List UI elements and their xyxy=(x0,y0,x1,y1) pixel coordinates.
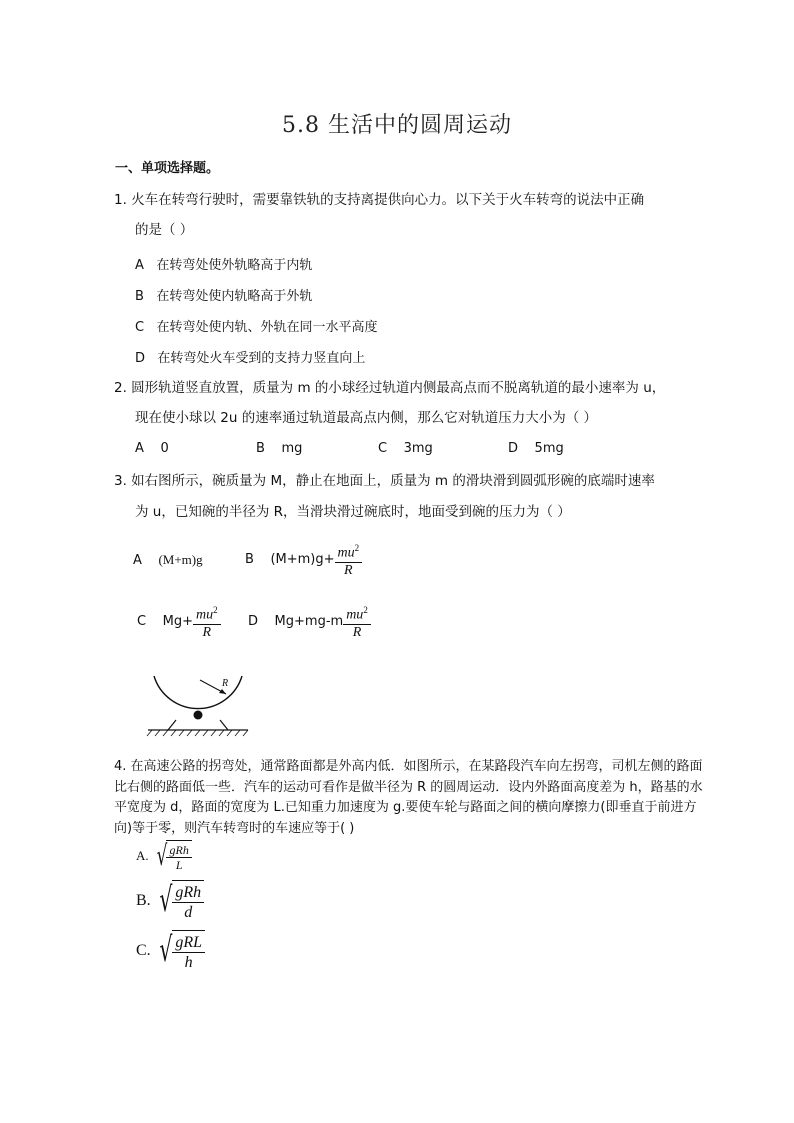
question-4-option-b xyxy=(136,880,204,922)
option-text: mg xyxy=(281,441,303,456)
question-3-option-d xyxy=(248,602,371,641)
bowl-diagram xyxy=(140,672,255,740)
option-letter: B xyxy=(245,551,254,567)
question-4-option-c xyxy=(136,930,205,972)
option-letter: C. xyxy=(136,942,151,959)
option-text: 5mg xyxy=(534,441,564,456)
ground-hatching xyxy=(147,730,248,736)
question-3-line-2: 为 u，已知碗的半径为 R，当滑块滑过碗底时，地面受到碗的压力为（ ） xyxy=(135,504,571,520)
radius-label: R xyxy=(222,678,229,689)
question-1-line-2: 的是（ ） xyxy=(135,222,194,238)
question-2-option-b xyxy=(256,441,302,456)
option-letter: B xyxy=(135,289,144,304)
option-letter: A. xyxy=(136,848,149,863)
option-text: 0 xyxy=(160,441,169,456)
question-1-line-1: 1. 火车在转弯行驶时，需要靠铁轨的支持离提供向心力。以下关于火车转弯的说法中正确 xyxy=(114,192,645,208)
option-letter: D xyxy=(248,613,259,629)
page-title: 5.8 生活中的圆周运动 xyxy=(282,113,512,138)
question-2-line-2: 现在使小球以 2u 的速率通过轨道最高点内侧，那么它对轨道压力大小为（ ） xyxy=(135,410,598,426)
option-letter: D xyxy=(508,441,519,456)
option-letter: A xyxy=(135,441,144,456)
option-text: (M+m)g+ xyxy=(270,551,335,567)
option-text: (M+m)g xyxy=(158,552,203,567)
bowl-legs xyxy=(168,720,228,730)
option-text: 在转弯处使内轨略高于外轨 xyxy=(156,289,313,304)
option-letter: D xyxy=(135,351,146,366)
option-text: 3mg xyxy=(403,441,433,456)
option-text: Mg+mg-m xyxy=(274,613,344,629)
option-letter: B. xyxy=(136,892,151,909)
option-letter: A xyxy=(133,553,142,568)
option-letter: C xyxy=(378,441,388,456)
question-3-line-1: 3. 如右图所示，碗质量为 M，静止在地面上，质量为 m 的滑块滑到圆弧形碗的底端时速率 xyxy=(114,473,655,489)
question-2-option-a xyxy=(135,441,169,456)
fraction-mu2-over-r: $\frac{mu^2}{R}$ xyxy=(343,602,371,641)
option-text: 在转弯处使内轨、外轨在同一水平高度 xyxy=(156,320,378,335)
option-text: Mg+ xyxy=(162,613,193,629)
bowl-arc xyxy=(154,676,242,709)
question-1-option-a xyxy=(135,254,312,273)
question-1-option-d xyxy=(135,347,365,366)
option-text: 在转弯处火车受到的支持力竖直向上 xyxy=(157,351,366,366)
fraction-mu2-over-r: $\frac{mu^2}{R}$ xyxy=(335,540,363,579)
option-letter: C xyxy=(137,613,147,629)
question-2-option-d xyxy=(508,441,564,456)
slider-block xyxy=(194,711,203,720)
sqrt-expression: √ $\frac{\text{gRh}}{d}$ xyxy=(155,880,204,922)
question-3-option-b xyxy=(245,540,362,579)
question-4-text: 4. 在高速公路的拐弯处，通常路面都是外高内低．如图所示，在某路段汽车向左拐弯，司机左侧的路面比右侧的路面低一些．汽车的运动可看作是做半径为 R 的圆周运动．设内外路面高度差为 h，路基的水平宽度为 d，路面的宽度为 L.已知重力加速度为 g.要使车轮与路面之间的横向摩擦力(即垂直于前进方向)等于零，则汽车转弯时的车速应等于( ) xyxy=(114,759,703,836)
option-letter: A xyxy=(135,258,144,273)
question-2-line-1: 2. 圆形轨道竖直放置，质量为 m 的小球经过轨道内侧最高点而不脱离轨道的最小速率为 u， xyxy=(114,380,666,396)
question-2-option-c xyxy=(378,441,433,456)
sqrt-expression: √ $\frac{\text{gRL}}{h}$ xyxy=(155,930,205,972)
option-text: 在转弯处使外轨略高于内轨 xyxy=(156,258,313,273)
question-3-option-c xyxy=(137,602,221,641)
option-letter: C xyxy=(135,320,145,335)
option-letter: B xyxy=(256,441,265,456)
sqrt-expression: √ $\frac{\text{gRh}}{L}$ xyxy=(153,840,192,872)
question-3-option-a xyxy=(133,552,203,568)
section-heading: 一、单项选择题。 xyxy=(115,161,220,176)
fraction-mu2-over-r: $\frac{mu^2}{R}$ xyxy=(193,602,221,641)
question-1-option-c xyxy=(135,316,378,335)
question-1-option-b xyxy=(135,285,312,304)
question-4-option-a xyxy=(136,840,192,872)
